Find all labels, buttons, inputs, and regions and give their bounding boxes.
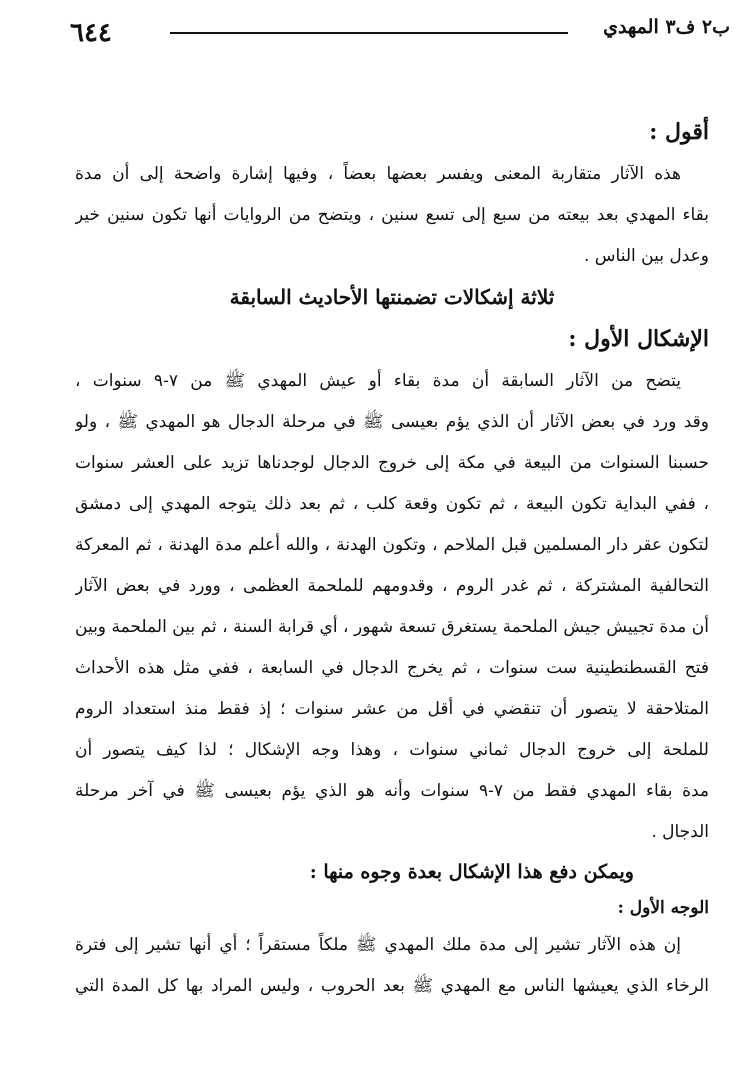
heading-first-aspect: الوجه الأول : — [617, 898, 709, 918]
text-line: يتضح من الآثار السابقة أن مدة بقاء أو عيش المهدي ﷺ من ٧-٩ سنوات ، — [75, 371, 681, 391]
page-header — [0, 8, 750, 48]
text-line: لتكون عقر دار المسلمين قبل الملاحم ، وتكون الهدنة ، والله أعلم مدة الهدنة ، ثم المعركة — [75, 535, 709, 555]
heading-three-problems: ثلاثة إشكالات تضمنتها الأحاديث السابقة — [229, 285, 555, 309]
heading-first-problem: الإشكال الأول : — [568, 326, 709, 352]
text-line: وقد ورد في بعض الآثار أن الذي يؤم بعيسى ﷺ في مرحلة الدجال هو المهدي ﷺ ، ولو — [75, 412, 709, 432]
page-body — [75, 110, 709, 1007]
text-line: الرخاء الذي يعيشها الناس مع المهدي ﷺ بعد الحروب ، وليس المراد بها كل المدة التي — [75, 976, 709, 996]
text-line: إن هذه الآثار تشير إلى مدة ملك المهدي ﷺ ملكاً مستقراً ؛ أي أنها تشير إلى فترة — [75, 935, 681, 955]
text-line: التحالفية المشتركة ، ثم غدر الروم ، وقدومهم للملحمة العظمى ، وورد في بعض الآثار — [75, 576, 709, 596]
heading-resolve-problem: ويمكن دفع هذا الإشكال بعدة وجوه منها : — [309, 861, 634, 883]
paragraph-1 — [75, 154, 709, 277]
text-line: هذه الآثار متقاربة المعنى ويفسر بعضها بعضاً ، وفيها إشارة واضحة إلى أن مدة — [75, 164, 681, 184]
text-line: وعدل بين الناس . — [583, 246, 709, 266]
text-line: الدجال . — [651, 822, 709, 842]
text-line: ، ففي البداية تكون البيعة ، ثم تكون وقعة كلب ، ثم بعد ذلك يتوجه المهدي إلى دمشق — [75, 494, 709, 514]
paragraph-3 — [75, 925, 709, 1007]
text-line: حسبنا السنوات من البيعة في مكة إلى خروج الدجال لوجدناها تزيد على العشر سنوات — [75, 453, 709, 473]
text-line: المتلاحقة لا يتصور أن تنقضي في أقل من عشر سنوات ؛ إذ فقط منذ استعداد الروم — [75, 699, 709, 719]
text-line: للملحة إلى خروج الدجال ثماني سنوات ، وهذا وجه الإشكال ؛ لذا كيف يتصور أن — [75, 740, 709, 760]
text-line: بقاء المهدي بعد بيعته من سبع إلى تسع سنين ، ويتضح من الروايات أنها تكون سنين خير — [75, 205, 709, 225]
page-number: ٦٤٤ — [70, 18, 112, 48]
text-line: مدة بقاء المهدي فقط من ٧-٩ سنوات وأنه هو الذي يؤم بعيسى ﷺ في آخر مرحلة — [75, 781, 709, 801]
text-line: فتح القسطنطينية ست سنوات ، ثم يخرج الدجال في السابعة ، ففي مثل هذه الأحداث — [75, 658, 709, 678]
text-line: أن مدة تجييش جيش الملحمة يستغرق تسعة شهور ، أي قرابة السنة ، ثم بين الملحمة وبين — [75, 617, 709, 637]
heading-aqool: أقول : — [649, 119, 709, 145]
header-rule — [170, 32, 568, 34]
running-head: ب٢ ف٣ المهدي — [603, 16, 730, 38]
paragraph-2 — [75, 361, 709, 853]
